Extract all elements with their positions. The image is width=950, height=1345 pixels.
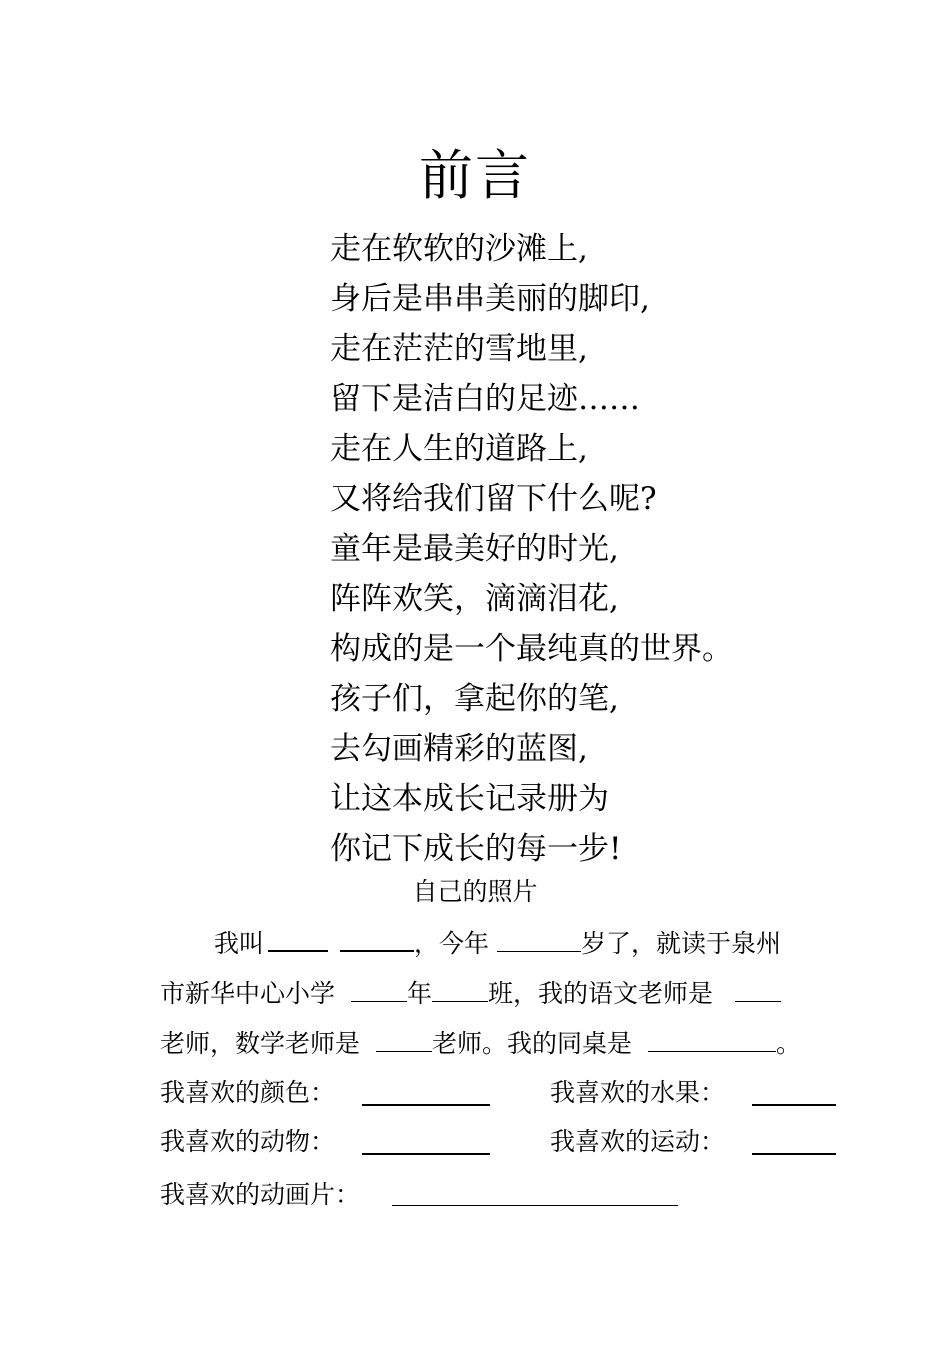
favorite-cartoon-label: 我喜欢的动画片：	[160, 1180, 361, 1209]
poem-line: 走在软软的沙滩上,	[330, 231, 588, 267]
poem-line: 又将给我们留下什么呢?	[330, 481, 657, 517]
name-blank-2[interactable]	[340, 928, 414, 952]
favorite-sport-blank[interactable]	[752, 1153, 836, 1155]
grade-blank[interactable]	[351, 979, 407, 1002]
math-teacher-blank[interactable]	[376, 1029, 432, 1052]
form-text: 年	[407, 979, 433, 1008]
deskmate-blank[interactable]	[648, 1029, 776, 1052]
poem-line: 身后是串串美丽的脚印,	[330, 281, 650, 317]
poem-line: 童年是最美好的时光,	[330, 531, 619, 567]
favorite-fruit-label: 我喜欢的水果：	[550, 1078, 726, 1107]
form-text: 。	[776, 1029, 802, 1058]
form-text: 老师。我的同桌是	[432, 1029, 633, 1058]
favorite-fruit-blank[interactable]	[752, 1104, 836, 1106]
class-blank[interactable]	[432, 979, 488, 1002]
form-text: 市新华中心小学	[160, 979, 336, 1008]
form-text: 老师，数学老师是	[160, 1029, 361, 1058]
form-line-teachers	[160, 1026, 801, 1062]
favorite-color-label: 我喜欢的颜色：	[160, 1078, 336, 1107]
poem-line: 构成的是一个最纯真的世界。	[330, 631, 733, 667]
name-blank-1[interactable]	[268, 928, 328, 952]
poem-line: 去勾画精彩的蓝图,	[330, 731, 588, 767]
poem-line: 孩子们，拿起你的笔,	[330, 681, 619, 717]
form-line-name-age	[214, 926, 781, 962]
photo-caption: 自己的照片	[412, 877, 538, 906]
poem-line: 阵阵欢笑，滴滴泪花,	[330, 581, 619, 617]
age-blank[interactable]	[497, 929, 581, 952]
favorite-color-blank[interactable]	[362, 1104, 490, 1106]
chinese-teacher-blank[interactable]	[735, 979, 781, 1002]
poem-line: 留下是洁白的足迹……	[330, 381, 640, 417]
form-text: 岁了，就读于泉州	[581, 929, 782, 958]
poem-line: 你记下成长的每一步!	[330, 831, 622, 867]
favorite-cartoon-blank[interactable]	[392, 1205, 678, 1206]
favorite-sport-label: 我喜欢的运动：	[550, 1127, 726, 1156]
page-title: 前言	[419, 144, 531, 207]
favorite-animal-label: 我喜欢的动物：	[160, 1127, 336, 1156]
form-text: ，今年	[414, 929, 490, 958]
poem-line: 走在人生的道路上,	[330, 431, 588, 467]
form-text: 我叫	[214, 929, 265, 958]
form-text: 班，我的语文老师是	[488, 979, 714, 1008]
poem-line: 让这本成长记录册为	[330, 781, 609, 817]
form-line-school	[160, 976, 781, 1012]
preface-poem	[330, 224, 733, 874]
poem-line: 走在茫茫的雪地里,	[330, 331, 588, 367]
favorite-animal-blank[interactable]	[362, 1153, 490, 1155]
